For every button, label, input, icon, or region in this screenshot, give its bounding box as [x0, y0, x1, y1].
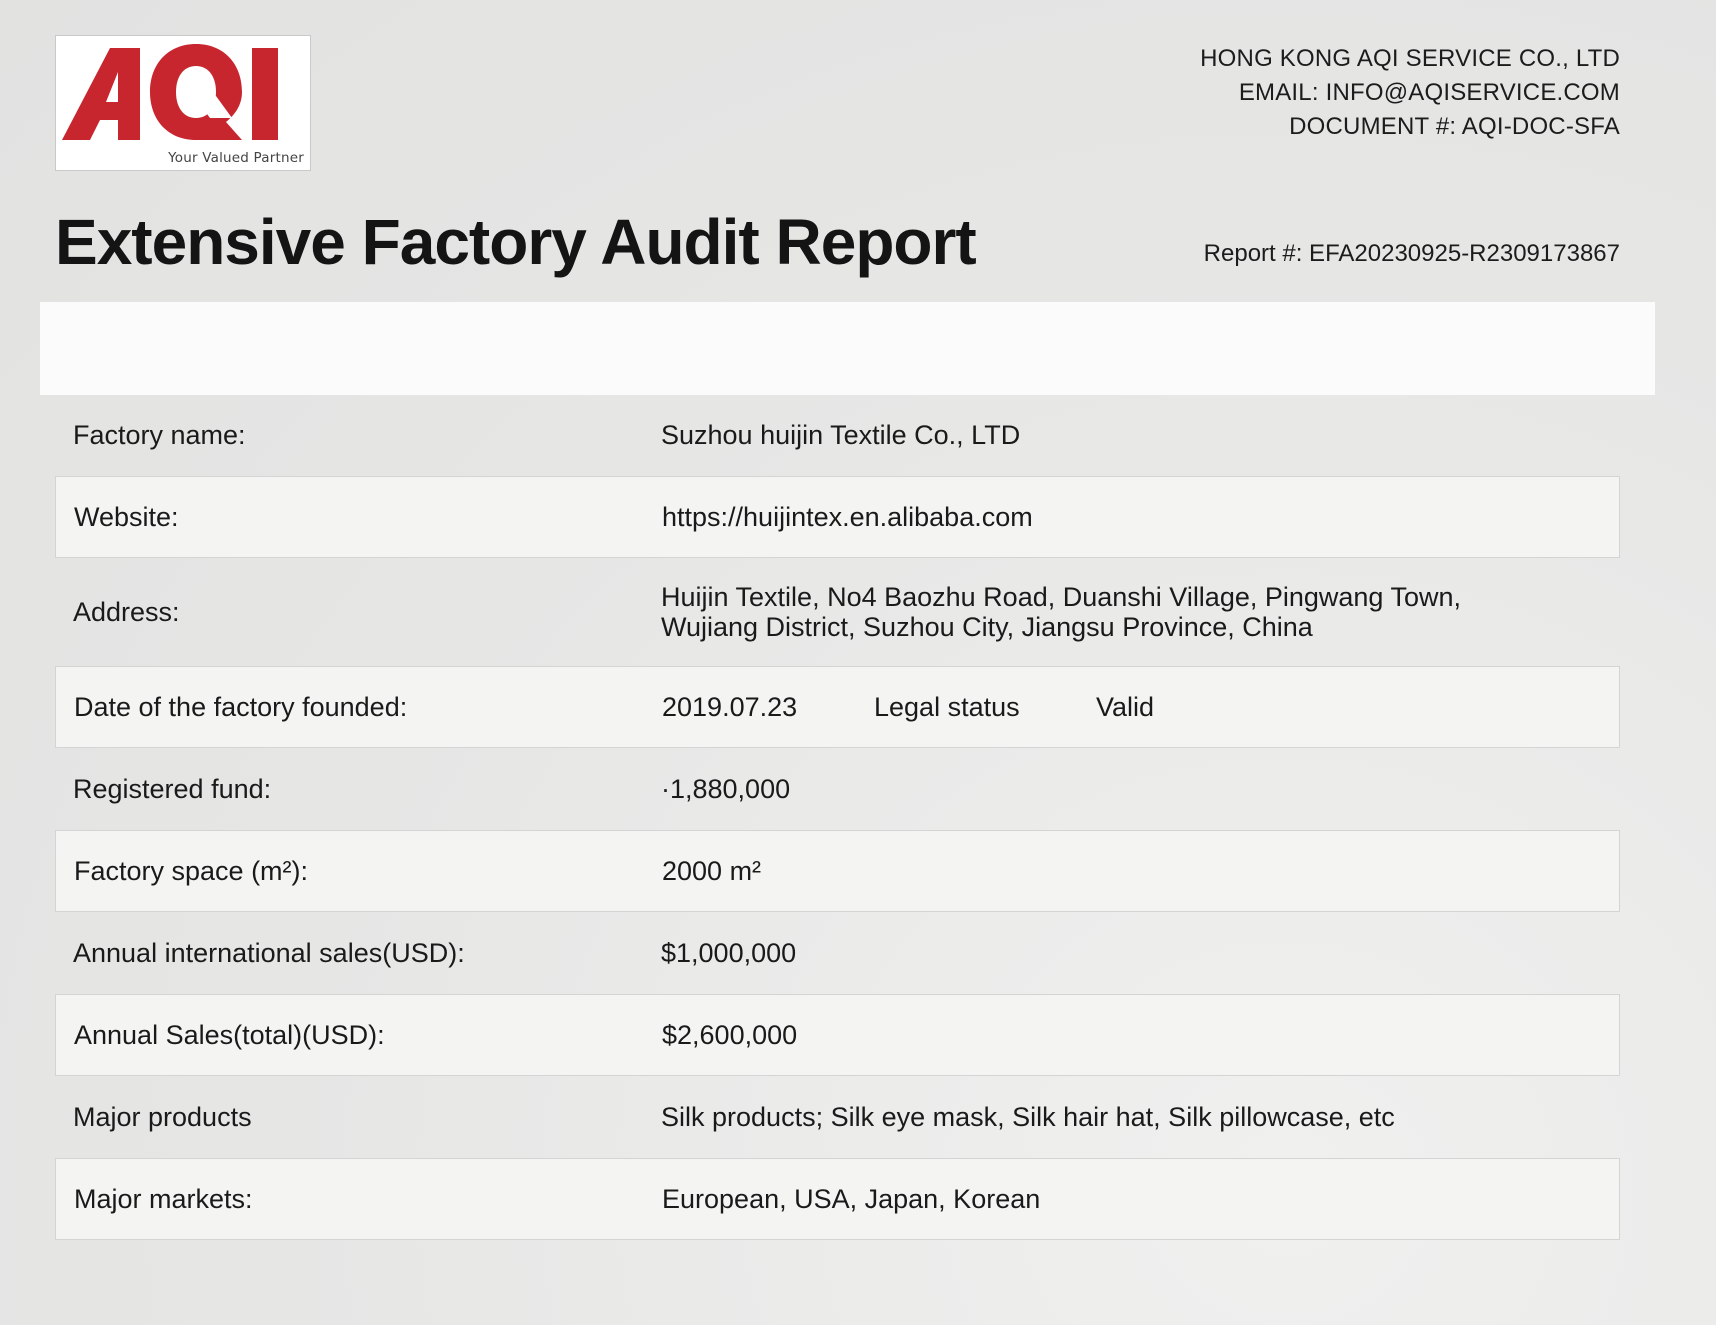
company-email: EMAIL: INFO@AQISERVICE.COM [1238, 79, 1620, 106]
row-label: Website: [74, 501, 179, 532]
logo-tagline: Your Valued Partner [168, 150, 304, 166]
aqi-logo [55, 35, 311, 171]
row-website [55, 476, 1620, 558]
row-value: ·1,880,000 [661, 773, 791, 804]
legal-status-value: Valid [1096, 691, 1155, 722]
row-value: Suzhou huijin Textile Co., LTD [661, 419, 1021, 450]
row-value: Silk products; Silk eye mask, Silk hair hat, Silk pillowcase, etc [661, 1101, 1395, 1132]
row-value: $2,600,000 [662, 1019, 798, 1050]
row-label: Date of the factory founded: [74, 691, 408, 722]
row-annual-international-sales [55, 912, 1620, 994]
row-label: Annual international sales(USD): [73, 937, 465, 968]
legal-status-label: Legal status [874, 691, 1020, 722]
row-label: Major markets: [74, 1183, 253, 1214]
row-major-markets [55, 1158, 1620, 1240]
row-factory-space [55, 830, 1620, 912]
row-date-founded [55, 666, 1620, 748]
row-registered-fund [55, 748, 1620, 830]
row-label: Address: [73, 596, 180, 627]
blank-band [40, 302, 1655, 395]
row-label: Registered fund: [73, 773, 272, 804]
address-line-1: Huijin Textile, No4 Baozhu Road, Duanshi Village, Pingwang Town, [661, 582, 1461, 612]
row-label: Major products [73, 1101, 252, 1132]
company-name: HONG KONG AQI SERVICE CO., LTD [1200, 45, 1620, 72]
row-value: $1,000,000 [661, 937, 797, 968]
row-annual-total-sales [55, 994, 1620, 1076]
row-factory-name [55, 394, 1620, 476]
row-value [661, 582, 1461, 642]
row-address [55, 558, 1620, 666]
report-number: Report #: EFA20230925-R2309173867 [1203, 240, 1620, 267]
address-line-2: Wujiang District, Suzhou City, Jiangsu Province, China [661, 612, 1313, 642]
company-info [1200, 42, 1620, 144]
row-major-products [55, 1076, 1620, 1158]
report-title: Extensive Factory Audit Report [55, 206, 976, 278]
factory-info-table [55, 394, 1620, 1240]
document-number: DOCUMENT #: AQI-DOC-SFA [1289, 113, 1620, 140]
row-value: European, USA, Japan, Korean [662, 1183, 1041, 1214]
row-value: 2000 m² [662, 855, 762, 886]
row-label: Factory space (m²): [74, 855, 309, 886]
row-value: 2019.07.23 [662, 691, 798, 722]
row-label: Annual Sales(total)(USD): [74, 1019, 385, 1050]
website-link[interactable]: https://huijintex.en.alibaba.com [662, 501, 1033, 532]
row-label: Factory name: [73, 419, 246, 450]
